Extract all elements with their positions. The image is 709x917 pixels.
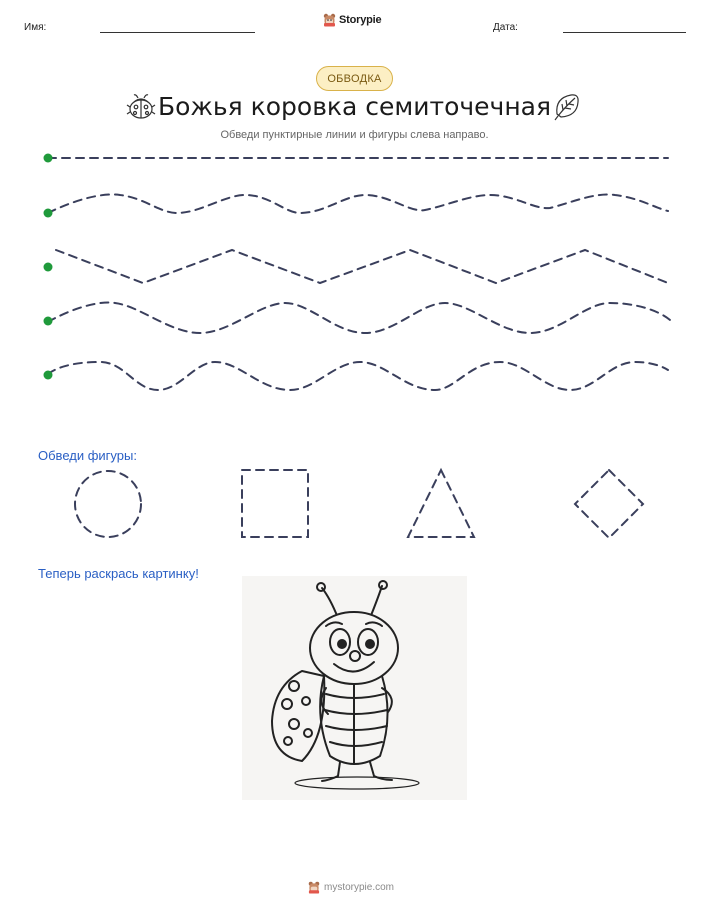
instructions-subtitle: Обведи пунктирные линии и фигуры слева направо. bbox=[220, 129, 489, 141]
ladybug-coloring-picture bbox=[242, 576, 467, 800]
shape-square bbox=[242, 470, 308, 537]
storypie-bear-icon bbox=[308, 881, 320, 894]
date-field-line[interactable] bbox=[563, 32, 686, 33]
coloring-section-label: Теперь раскрась картинку! bbox=[38, 566, 199, 581]
leaf-icon bbox=[553, 92, 581, 122]
page-title: Божья коровка семиточечная bbox=[157, 92, 552, 121]
tracing-lines bbox=[0, 140, 709, 400]
start-dot bbox=[44, 154, 53, 163]
shape-triangle bbox=[408, 470, 474, 537]
name-label: Имя: bbox=[24, 22, 47, 33]
start-dot bbox=[44, 209, 53, 218]
name-field-line[interactable] bbox=[100, 32, 255, 33]
brand-name: Storypie bbox=[339, 14, 382, 26]
shapes-section-label: Обведи фигуры: bbox=[38, 448, 137, 463]
start-dot bbox=[44, 317, 53, 326]
date-label: Дата: bbox=[493, 22, 518, 33]
shape-circle bbox=[75, 471, 141, 537]
tracing-line-wave bbox=[48, 303, 670, 333]
tracing-shapes bbox=[0, 465, 709, 545]
activity-badge: ОБВОДКА bbox=[316, 66, 393, 91]
start-dot bbox=[44, 371, 53, 380]
brand-logo bbox=[323, 13, 381, 27]
tracing-line-gentle-wave bbox=[48, 194, 668, 213]
coloring-picture-frame bbox=[242, 576, 467, 800]
tracing-line-zigzag bbox=[56, 250, 668, 283]
shape-diamond bbox=[575, 470, 643, 538]
footer-url[interactable]: mystorypie.com bbox=[324, 882, 395, 893]
tracing-line-deep-wave bbox=[48, 362, 668, 390]
start-dot bbox=[44, 263, 53, 272]
footer bbox=[308, 881, 394, 894]
storypie-bear-icon bbox=[323, 13, 336, 27]
